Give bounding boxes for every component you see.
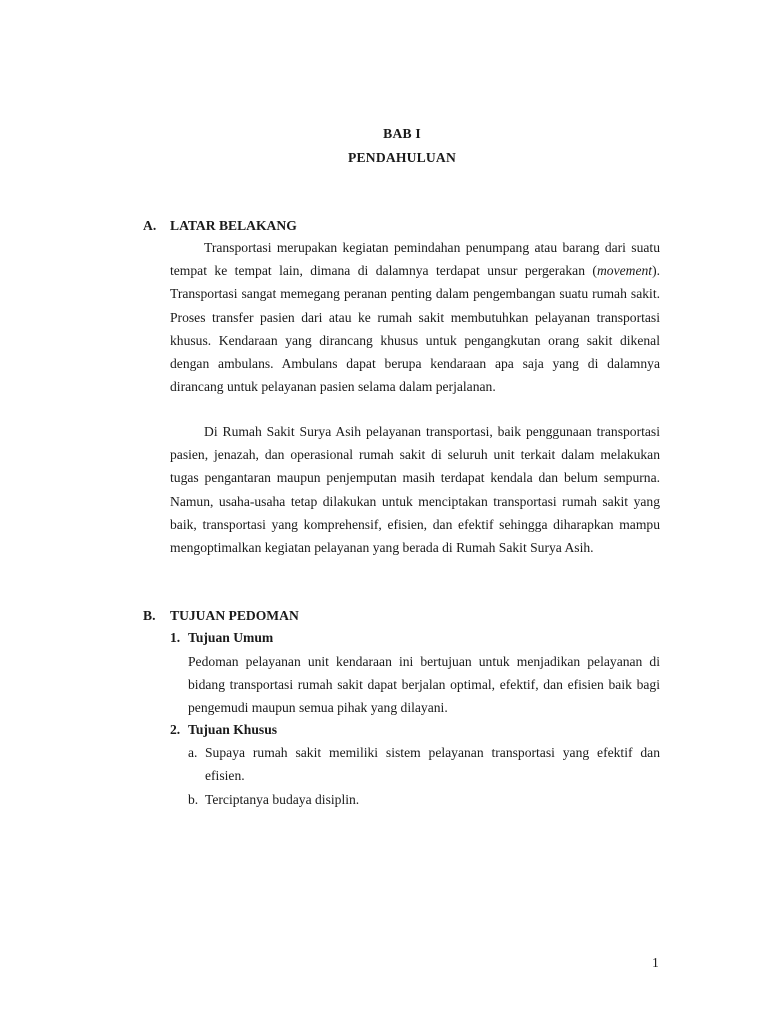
section-b-letter: B. bbox=[143, 608, 156, 623]
section-b-title: TUJUAN PEDOMAN bbox=[170, 608, 299, 623]
chapter-title: PENDAHULUAN bbox=[348, 150, 456, 165]
section-a-heading bbox=[143, 218, 297, 234]
list-item-text: Supaya rumah sakit memiliki sistem pelayanan transportasi yang efektif dan efisien. bbox=[205, 745, 660, 784]
background-paragraph-1 bbox=[170, 236, 660, 398]
list-item bbox=[188, 788, 660, 811]
subsection-1-number: 1. bbox=[170, 630, 181, 645]
background-paragraph-2 bbox=[170, 420, 660, 559]
para1-italic-term: movement bbox=[596, 263, 653, 279]
subsection-1-text: Pedoman pelayanan unit kendaraan ini bertujuan untuk menjadikan pelayanan di bidang transportasi rumah sakit dapat berjalan optimal, efektif, dan efisien baik bagi pengemudi maupun semua pihak yang dilayani. bbox=[188, 654, 660, 716]
para1-text-end: ). Transportasi sangat memegang peranan penting dalam pengembangan suatu rumah sakit. Proses transfer pasien dari atau ke rumah sakit membutuhkan pelayanan transportasi khusus. Kendaraan yang dirancang khusus untuk pengangkutan orang sakit dikenal dengan ambulans. Ambulans dapat berupa kendaraan apa saja yang di dalamnya dirancang untuk pelayanan pasien selama dalam perjalanan. bbox=[170, 263, 660, 395]
section-a-title: LATAR BELAKANG bbox=[170, 218, 297, 233]
subsection-1-title: Tujuan Umum bbox=[188, 630, 274, 645]
list-marker: a. bbox=[188, 745, 198, 760]
section-b-heading bbox=[143, 608, 299, 624]
list-item-text: Terciptanya budaya disiplin. bbox=[205, 792, 360, 807]
section-a-letter: A. bbox=[143, 218, 157, 233]
list-item bbox=[188, 741, 660, 787]
chapter-number: BAB I bbox=[383, 126, 421, 141]
subsection-2-heading bbox=[170, 722, 277, 738]
subsection-2-title: Tujuan Khusus bbox=[188, 722, 278, 737]
para2-text: Di Rumah Sakit Surya Asih pelayanan transportasi, baik penggunaan transportasi pasien, jenazah, dan operasional rumah sakit di seluruh unit terkait dalam melakukan tugas pengantaran maupun penjemputan masih terdapat kendala dan belum sempurna. Namun, usaha-usaha tetap dilakukan untuk menciptakan transportasi rumah sakit yang baik, transportasi yang komprehensif, efisien, dan efektif sehingga diharapkan mampu mengoptimalkan kegiatan pelayanan yang berada di Rumah Sakit Surya Asih. bbox=[170, 424, 660, 556]
subsection-2-number: 2. bbox=[170, 722, 181, 737]
page-number: 1 bbox=[652, 955, 659, 970]
list-marker: b. bbox=[188, 792, 199, 807]
subsection-1-heading bbox=[170, 630, 273, 646]
para1-text-start: Transportasi merupakan kegiatan pemindahan penumpang atau barang dari suatu tempat ke tempat lain, dimana di dalamnya terdapat unsur pergerakan ( bbox=[170, 240, 660, 279]
